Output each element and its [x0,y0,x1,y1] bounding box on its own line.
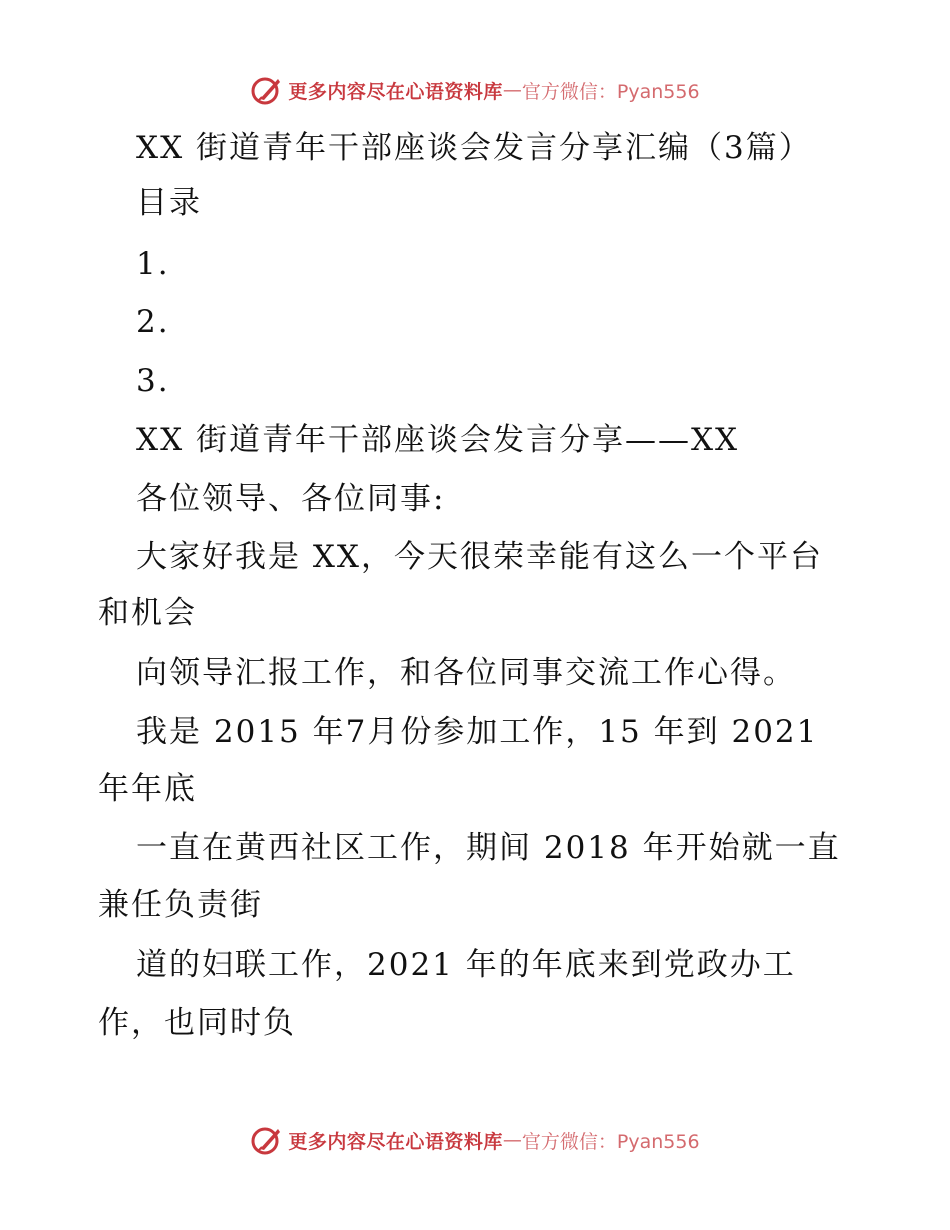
watermark-brand-text: 更多内容尽在心语资料库 [288,80,503,103]
paragraph-line: 年年底 [98,771,197,807]
paragraph-line: 作，也同时负 [98,1005,296,1041]
watermark-header [0,70,950,110]
paragraph-line: 和机会 [98,595,197,631]
watermark-footer [0,1120,950,1160]
paragraph-line: 大家好我是 XX，今天很荣幸能有这么一个平台 [136,539,823,575]
watermark-dash: — [502,79,522,101]
paragraph-line: 兼任负责街 [98,887,263,923]
quill-circle-icon [250,73,284,107]
toc-heading: 目录 [136,185,202,221]
watermark-contact-text: 官方微信：Pyan556 [521,80,700,103]
toc-item: 2. [136,304,170,340]
watermark-brand-text: 更多内容尽在心语资料库 [288,1130,503,1153]
toc-item: 1. [136,246,170,282]
toc-item: 3. [136,363,170,399]
paragraph-line: 各位领导、各位同事: [136,481,446,517]
paragraph-line: 一直在黄西社区工作，期间 2018 年开始就一直 [136,830,841,866]
watermark-contact-text: 官方微信：Pyan556 [521,1130,700,1153]
quill-circle-icon [250,1123,284,1157]
paragraph-line: 道的妇联工作，2021 年的年底来到党政办工 [136,947,796,983]
paragraph-line: 我是 2015 年7月份参加工作，15 年到 2021 [136,714,819,750]
watermark-dash: — [502,1129,522,1151]
paragraph-line: 向领导汇报工作，和各位同事交流工作心得。 [136,655,796,691]
section-title: XX 街道青年干部座谈会发言分享——XX [136,422,740,458]
document-title: XX 街道青年干部座谈会发言分享汇编（3篇） [136,130,812,166]
